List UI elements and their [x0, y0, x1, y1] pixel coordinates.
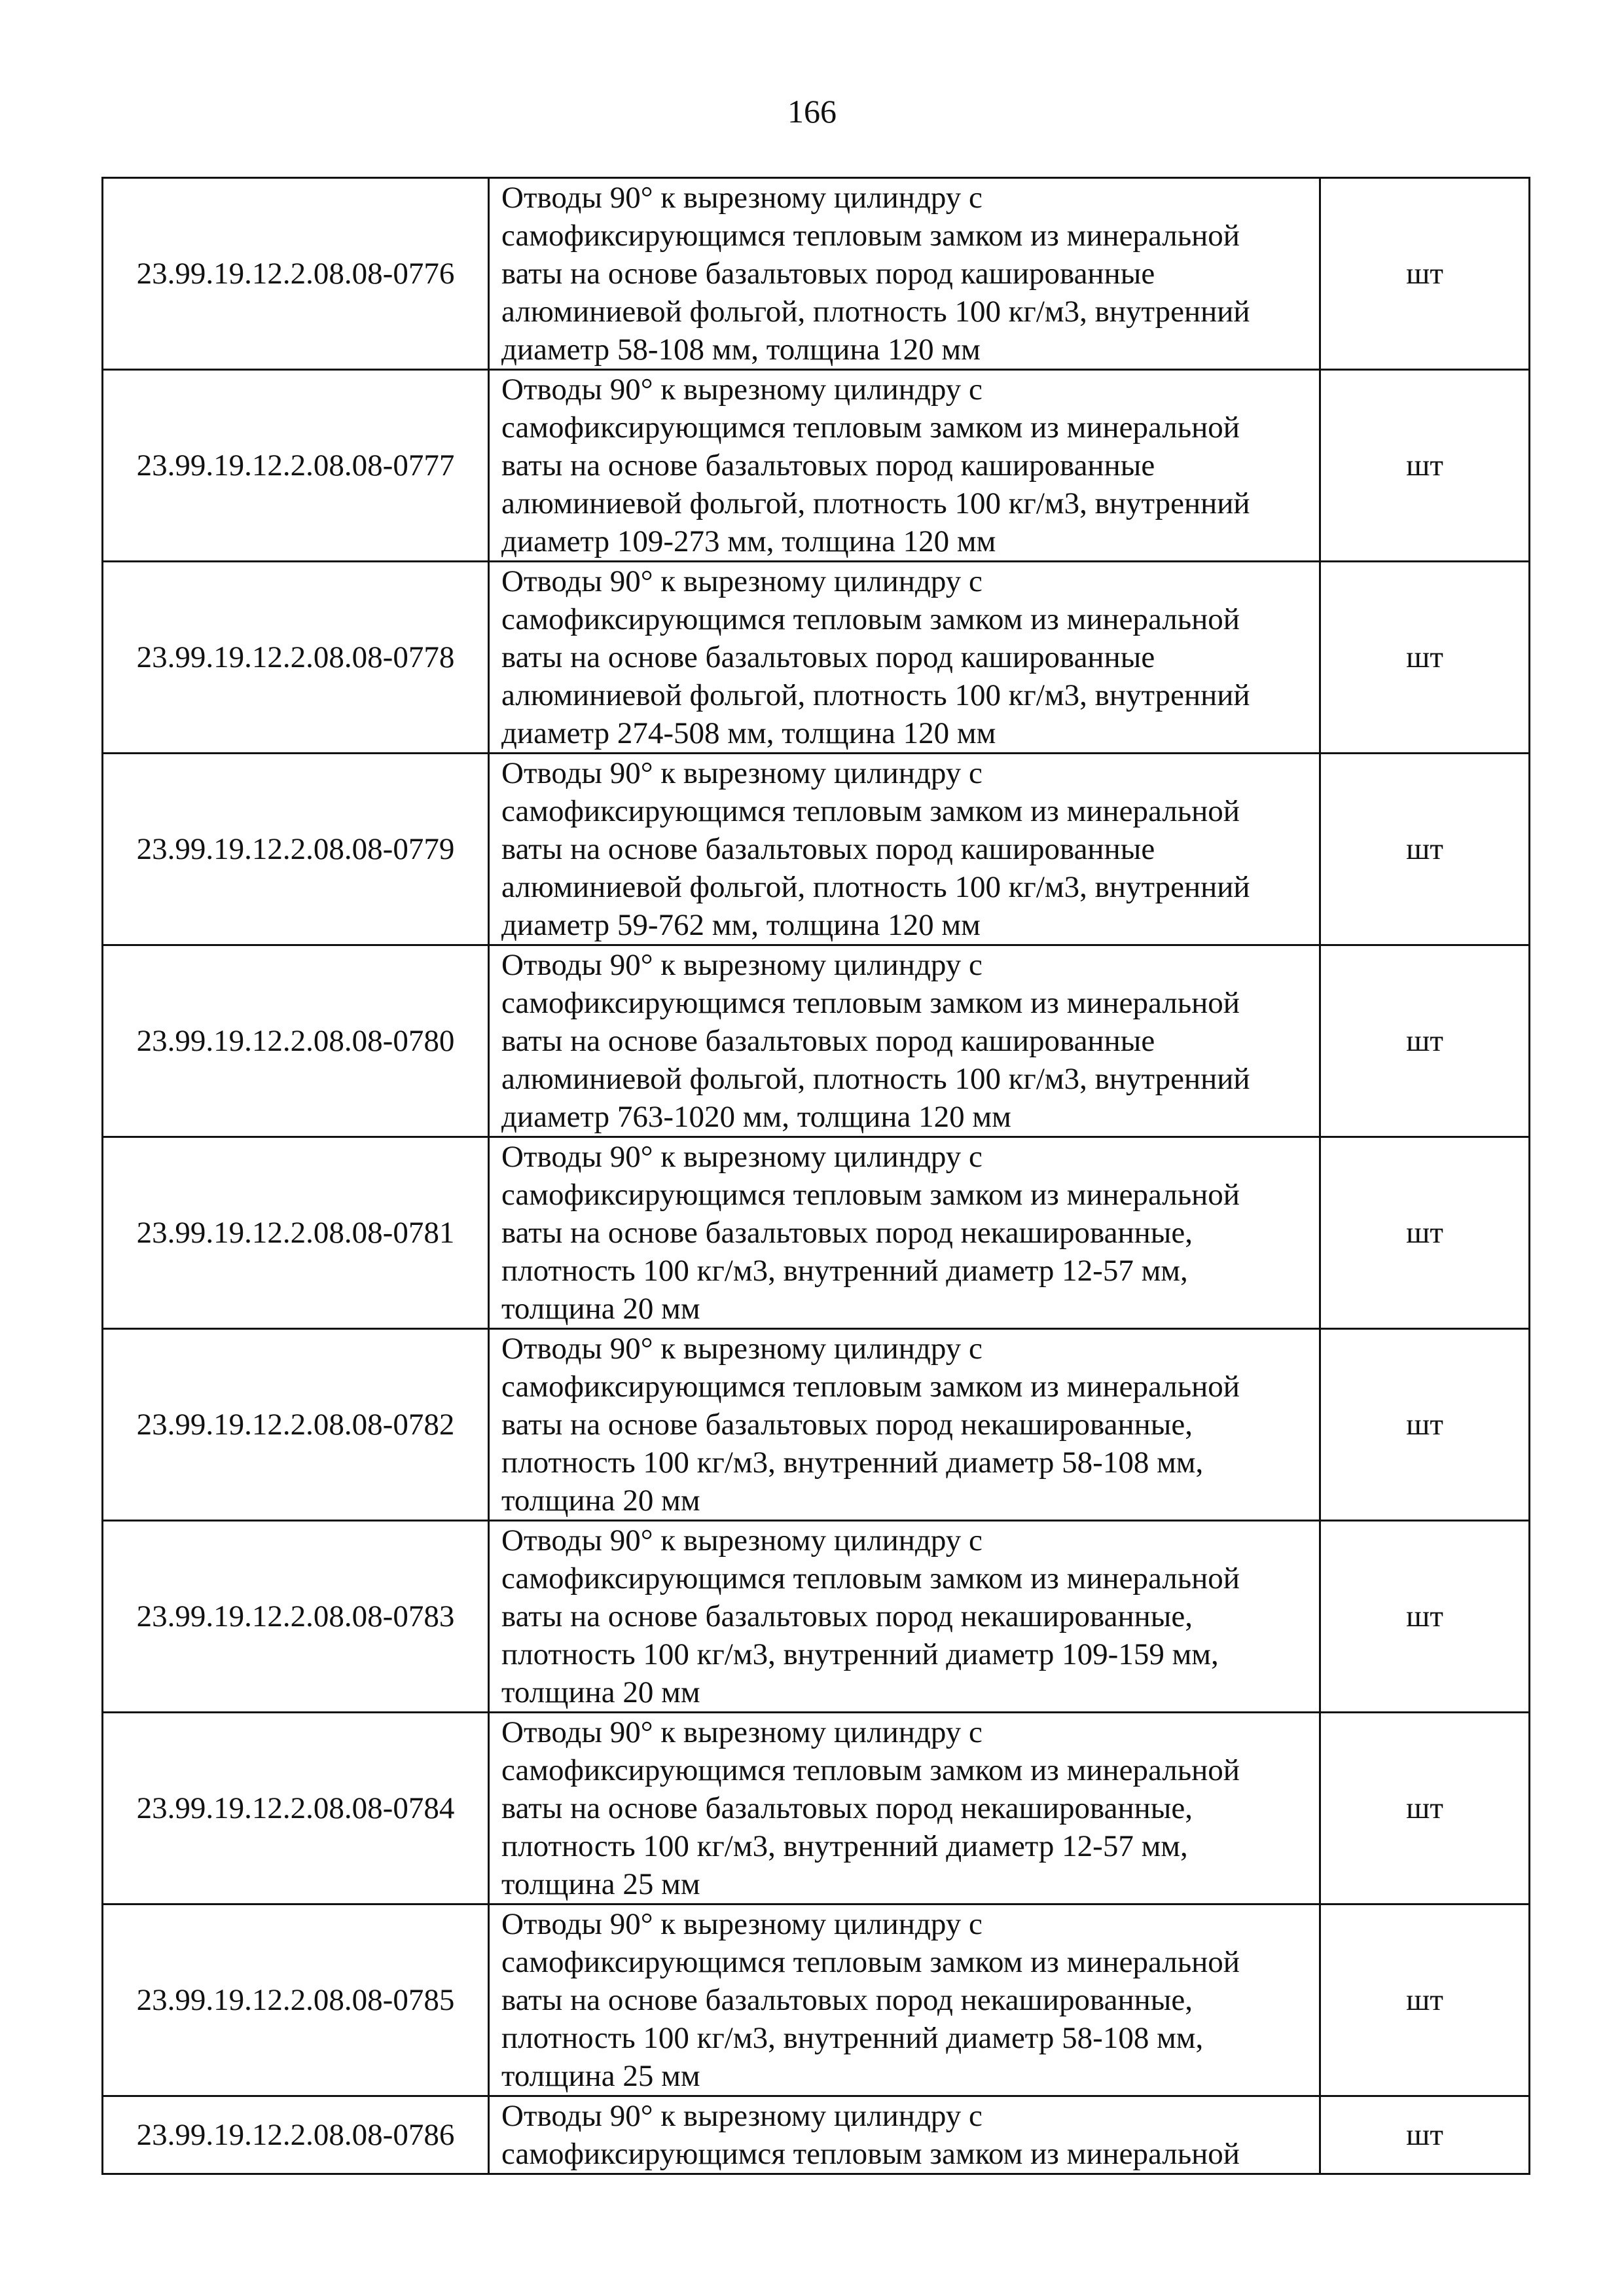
item-unit: шт	[1320, 754, 1530, 945]
item-code: 23.99.19.12.2.08.08-0777	[103, 370, 489, 562]
description-line: самофиксирующимся тепловым замком из минеральной	[501, 410, 1240, 445]
item-unit: шт	[1320, 945, 1530, 1137]
item-description	[489, 562, 1320, 754]
description-line: самофиксирующимся тепловым замком из минеральной	[501, 794, 1240, 828]
description-line: диаметр 59-762 мм, толщина 120 мм	[501, 908, 981, 942]
table-row	[103, 370, 1530, 562]
description-line: Отводы 90° к вырезному цилиндру с	[501, 2099, 983, 2133]
description-line: Отводы 90° к вырезному цилиндру с	[501, 948, 983, 982]
table-row	[103, 1904, 1530, 2096]
description-line: Отводы 90° к вырезному цилиндру с	[501, 1523, 983, 1558]
item-description	[489, 1329, 1320, 1521]
table-row	[103, 178, 1530, 370]
item-code: 23.99.19.12.2.08.08-0783	[103, 1521, 489, 1713]
item-description	[489, 754, 1320, 945]
description-line: алюминиевой фольгой, плотность 100 кг/м3, внутренний	[501, 1062, 1250, 1096]
description-line: самофиксирующимся тепловым замком из минеральной	[501, 219, 1240, 253]
description-line: самофиксирующимся тепловым замком из минеральной	[501, 1370, 1240, 1404]
description-line: Отводы 90° к вырезному цилиндру с	[501, 756, 983, 790]
item-code: 23.99.19.12.2.08.08-0776	[103, 178, 489, 370]
item-description	[489, 178, 1320, 370]
description-line: ваты на основе базальтовых пород некашированные,	[501, 1983, 1193, 2017]
description-line: ваты на основе базальтовых пород некашированные,	[501, 1599, 1193, 1633]
description-line: алюминиевой фольгой, плотность 100 кг/м3, внутренний	[501, 295, 1250, 329]
description-line: толщина 20 мм	[501, 1484, 700, 1518]
item-description	[489, 370, 1320, 562]
description-line: плотность 100 кг/м3, внутренний диаметр 58-108 мм,	[501, 1446, 1204, 1480]
materials-table-body	[103, 178, 1530, 2174]
description-line: ваты на основе базальтовых пород некашированные,	[501, 1791, 1193, 1825]
description-line: самофиксирующимся тепловым замком из минеральной	[501, 1945, 1240, 1979]
description-line: алюминиевой фольгой, плотность 100 кг/м3, внутренний	[501, 486, 1250, 520]
item-unit: шт	[1320, 1904, 1530, 2096]
item-unit: шт	[1320, 1137, 1530, 1329]
item-description	[489, 1521, 1320, 1713]
description-line: ваты на основе базальтовых пород некашированные,	[501, 1408, 1193, 1442]
description-line: самофиксирующимся тепловым замком из минеральной	[501, 602, 1240, 636]
description-line: диаметр 274-508 мм, толщина 120 мм	[501, 716, 996, 750]
description-line: диаметр 58-108 мм, толщина 120 мм	[501, 333, 981, 367]
description-line: Отводы 90° к вырезному цилиндру с	[501, 1140, 983, 1174]
description-line: самофиксирующимся тепловым замком из минеральной	[501, 2137, 1240, 2171]
description-line: толщина 25 мм	[501, 1867, 700, 1901]
item-description	[489, 945, 1320, 1137]
item-description	[489, 1713, 1320, 1904]
description-line: толщина 20 мм	[501, 1675, 700, 1709]
description-line: ваты на основе базальтовых пород некашированные,	[501, 1216, 1193, 1250]
description-line: толщина 25 мм	[501, 2059, 700, 2093]
table-row	[103, 945, 1530, 1137]
description-line: плотность 100 кг/м3, внутренний диаметр 12-57 мм,	[501, 1829, 1188, 1863]
description-line: Отводы 90° к вырезному цилиндру с	[501, 564, 983, 598]
table-row	[103, 754, 1530, 945]
item-code: 23.99.19.12.2.08.08-0778	[103, 562, 489, 754]
description-line: самофиксирующимся тепловым замком из минеральной	[501, 1178, 1240, 1212]
item-code: 23.99.19.12.2.08.08-0781	[103, 1137, 489, 1329]
description-line: ваты на основе базальтовых пород кашированные	[501, 832, 1155, 866]
item-code: 23.99.19.12.2.08.08-0780	[103, 945, 489, 1137]
description-line: Отводы 90° к вырезному цилиндру с	[501, 1907, 983, 1941]
table-row	[103, 1137, 1530, 1329]
description-line: ваты на основе базальтовых пород кашированные	[501, 448, 1155, 483]
item-description	[489, 2096, 1320, 2174]
item-unit: шт	[1320, 1713, 1530, 1904]
description-line: Отводы 90° к вырезному цилиндру с	[501, 1715, 983, 1749]
description-line: плотность 100 кг/м3, внутренний диаметр 58-108 мм,	[501, 2021, 1204, 2055]
item-unit: шт	[1320, 370, 1530, 562]
page-number: 166	[787, 93, 837, 130]
description-line: самофиксирующимся тепловым замком из минеральной	[501, 986, 1240, 1020]
table-row	[103, 1329, 1530, 1521]
description-line: алюминиевой фольгой, плотность 100 кг/м3, внутренний	[501, 678, 1250, 712]
item-unit: шт	[1320, 1521, 1530, 1713]
table-row	[103, 2096, 1530, 2174]
description-line: алюминиевой фольгой, плотность 100 кг/м3, внутренний	[501, 870, 1250, 904]
item-code: 23.99.19.12.2.08.08-0782	[103, 1329, 489, 1521]
item-unit: шт	[1320, 2096, 1530, 2174]
item-code: 23.99.19.12.2.08.08-0786	[103, 2096, 489, 2174]
description-line: самофиксирующимся тепловым замком из минеральной	[501, 1753, 1240, 1787]
description-line: Отводы 90° к вырезному цилиндру с	[501, 1332, 983, 1366]
item-code: 23.99.19.12.2.08.08-0785	[103, 1904, 489, 2096]
table-row	[103, 1713, 1530, 1904]
description-line: Отводы 90° к вырезному цилиндру с	[501, 181, 983, 215]
table-row	[103, 562, 1530, 754]
item-code: 23.99.19.12.2.08.08-0779	[103, 754, 489, 945]
item-unit: шт	[1320, 178, 1530, 370]
item-description	[489, 1137, 1320, 1329]
table-row	[103, 1521, 1530, 1713]
description-line: диаметр 763-1020 мм, толщина 120 мм	[501, 1100, 1011, 1134]
description-line: ваты на основе базальтовых пород кашированные	[501, 640, 1155, 674]
description-line: самофиксирующимся тепловым замком из минеральной	[501, 1561, 1240, 1595]
item-unit: шт	[1320, 1329, 1530, 1521]
item-description	[489, 1904, 1320, 2096]
description-line: плотность 100 кг/м3, внутренний диаметр 109-159 мм,	[501, 1637, 1219, 1671]
item-unit: шт	[1320, 562, 1530, 754]
description-line: Отводы 90° к вырезному цилиндру с	[501, 373, 983, 407]
description-line: ваты на основе базальтовых пород кашированные	[501, 1024, 1155, 1058]
description-line: диаметр 109-273 мм, толщина 120 мм	[501, 524, 996, 558]
description-line: толщина 20 мм	[501, 1292, 700, 1326]
description-line: ваты на основе базальтовых пород кашированные	[501, 257, 1155, 291]
materials-table	[101, 177, 1530, 2175]
item-code: 23.99.19.12.2.08.08-0784	[103, 1713, 489, 1904]
description-line: плотность 100 кг/м3, внутренний диаметр 12-57 мм,	[501, 1254, 1188, 1288]
